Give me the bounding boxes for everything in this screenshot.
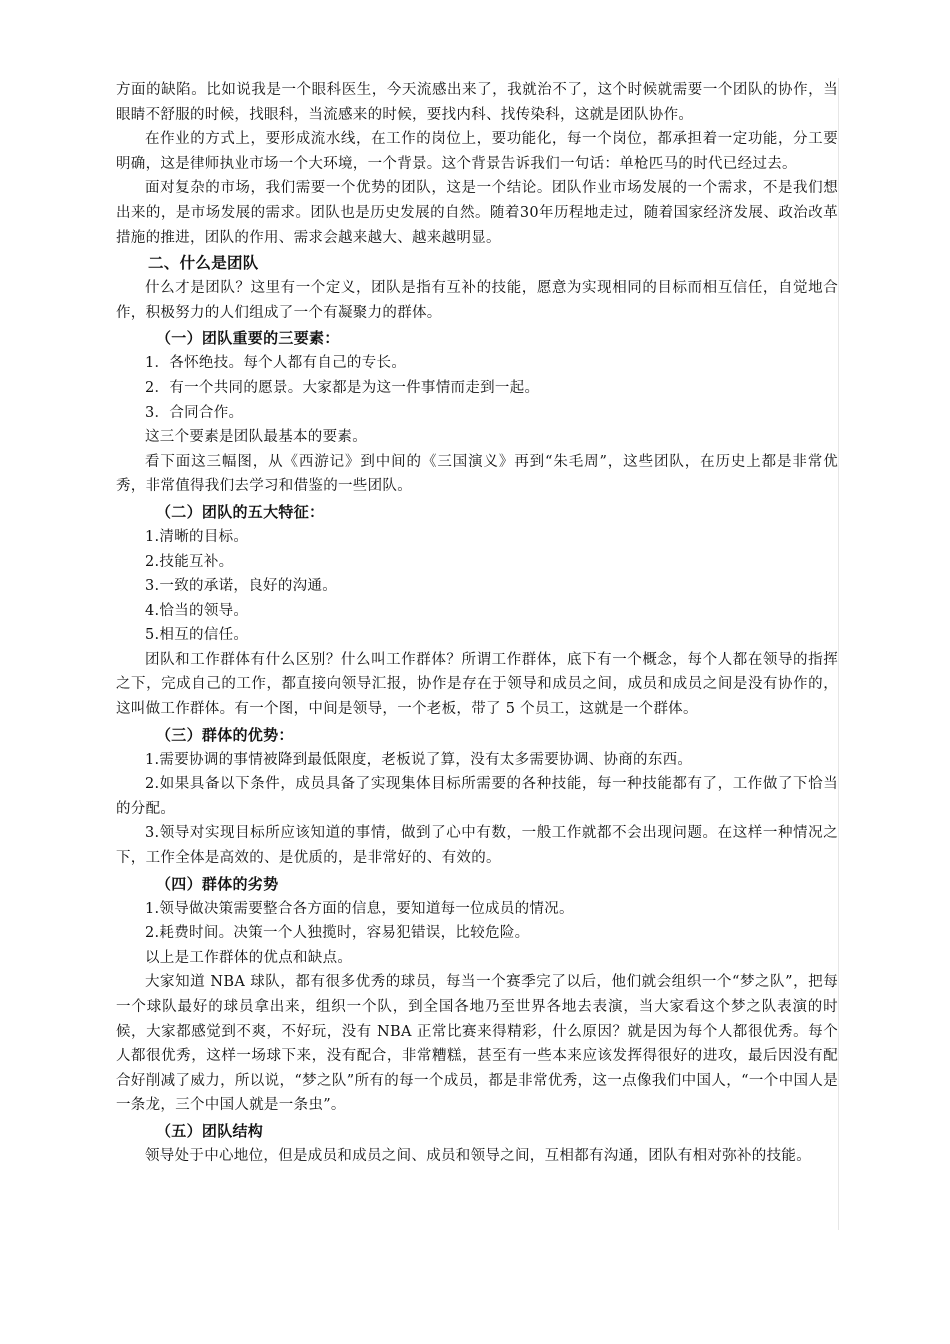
list-item-feature-2: 2.技能互补。 — [145, 553, 234, 570]
paragraph-team-vs-group: 团队和工作群体有什么区别？什么叫工作群体？所谓工作群体，底下有一个概念，每个人都在领导的指挥之下，完成自己的工作，都直接向领导汇报，协作是存在于领导和成员之间，成员和成员之间是没有协作的，这叫做工作群体。有一个图，中间是领导，一个老板，带了 5 个员工，这就是一个群体。 — [116, 651, 838, 718]
document-page — [116, 78, 838, 1169]
paragraph-pros-cons-summary: 以上是工作群体的优点和缺点。 — [145, 949, 353, 966]
list-item-advantage-3: 3.领导对实现目标所应该知道的事情，做到了心中有数，一般工作就都不会出现问题。在这样一种情况之下，工作全体是高效的、是优质的，是非常好的、有效的。 — [116, 825, 838, 867]
paragraph-team-collaboration-example: 方面的缺陷。比如说我是一个眼科医生，今天流感出来了，我就治不了，这个时候就需要一个团队的协作，当眼睛不舒服的时候，找眼科，当流感来的时候，要找内科、找传染科，这就是团队协作。 — [116, 82, 838, 123]
list-item-feature-4: 4.恰当的领导。 — [145, 602, 249, 619]
subheading-group-disadvantages: （四）群体的劣势 — [156, 874, 279, 893]
list-item-disadvantage-2: 2.耗费时间。决策一个人独揽时，容易犯错误，比较危险。 — [145, 925, 530, 942]
list-item-advantage-2: 2.如果具备以下条件，成员具备了实现集体目标所需要的各种技能，每一种技能都有了，工作做了下恰当的分配。 — [116, 776, 838, 817]
paragraph-work-method: 在作业的方式上，要形成流水线，在工作的岗位上，要功能化，每一个岗位，都承担着一定功能，分工要明确，这是律师执业市场一个大环境，一个背景。这个背景告诉我们一句话：单枪匹马的时代已经过去。 — [116, 131, 838, 172]
list-item-feature-1: 1.清晰的目标。 — [145, 528, 249, 545]
page-right-rule — [838, 78, 839, 1230]
section-heading-what-is-team: 二、什么是团队 — [148, 254, 259, 273]
list-item-element-3: 3．合同合作。 — [145, 404, 244, 421]
paragraph-team-structure: 领导处于中心地位，但是成员和成员之间、成员和领导之间，互相都有沟通，团队有相对弥补的技能。 — [145, 1147, 811, 1164]
list-item-feature-3: 3.一致的承诺，良好的沟通。 — [145, 578, 338, 595]
paragraph-market-conclusion: 面对复杂的市场，我们需要一个优势的团队，这是一个结论。团队作业市场发展的一个需求，不是我们想出来的，是市场发展的需求。团队也是历史发展的自然。随着30年历程地走过，随着国家经济发展、政治改革措施的推进，团队的作用、需求会越来越大、越来越明显。 — [116, 180, 838, 246]
subheading-team-structure: （五）团队结构 — [156, 1121, 264, 1140]
list-item-advantage-1: 1.需要协调的事情被降到最低限度，老板说了算，没有太多需要协调、协商的东西。 — [145, 751, 693, 768]
paragraph-historical-teams: 看下面这三幅图，从《西游记》到中间的《三国演义》再到“朱毛周”，这些团队，在历史上都是非常优秀，非常值得我们去学习和借鉴的一些团队。 — [116, 453, 838, 495]
paragraph-team-definition: 什么才是团队？这里有一个定义，团队是指有互补的技能，愿意为实现相同的目标而相互信任，自觉地合作，积极努力的人们组成了一个有凝聚力的群体。 — [116, 280, 838, 321]
list-item-element-1: 1．各怀绝技。每个人都有自己的专长。 — [145, 355, 407, 372]
list-item-element-2: 2．有一个共同的愿景。大家都是为这一件事情而走到一起。 — [145, 379, 540, 396]
paragraph-elements-summary: 这三个要素是团队最基本的要素。 — [145, 429, 367, 446]
paragraph-nba-dream-team: 大家知道 NBA 球队，都有很多优秀的球员，每当一个赛季完了以后，他们就会组织一个“梦之队”，把每一个球队最好的球员拿出来，组织一个队，到全国各地乃至世界各地去表演，当大家看这个梦之队表演的时候，大家都感觉到不爽，不好玩，没有 NBA 正常比赛来得精彩，什么原因？就是因为每个人都很优秀。每个人都很优秀，这样一场球下来，没有配合，非常糟糕，甚至有一些本来应该发挥得很好的进攻，最后因没有配合好削减了威力，所以说，“梦之队”所有的每一个成员，都是非常优秀，这一点像我们中国人，“一个中国人是一条龙，三个中国人就是一条虫”。 — [116, 974, 838, 1114]
subheading-group-advantages: （三）群体的优势： — [156, 725, 294, 744]
list-item-disadvantage-1: 1.领导做决策需要整合各方面的信息，要知道每一位成员的情况。 — [145, 900, 574, 917]
list-item-feature-5: 5.相互的信任。 — [145, 627, 249, 644]
subheading-three-elements: （一）团队重要的三要素： — [156, 329, 340, 348]
subheading-five-features: （二）团队的五大特征： — [156, 502, 325, 521]
